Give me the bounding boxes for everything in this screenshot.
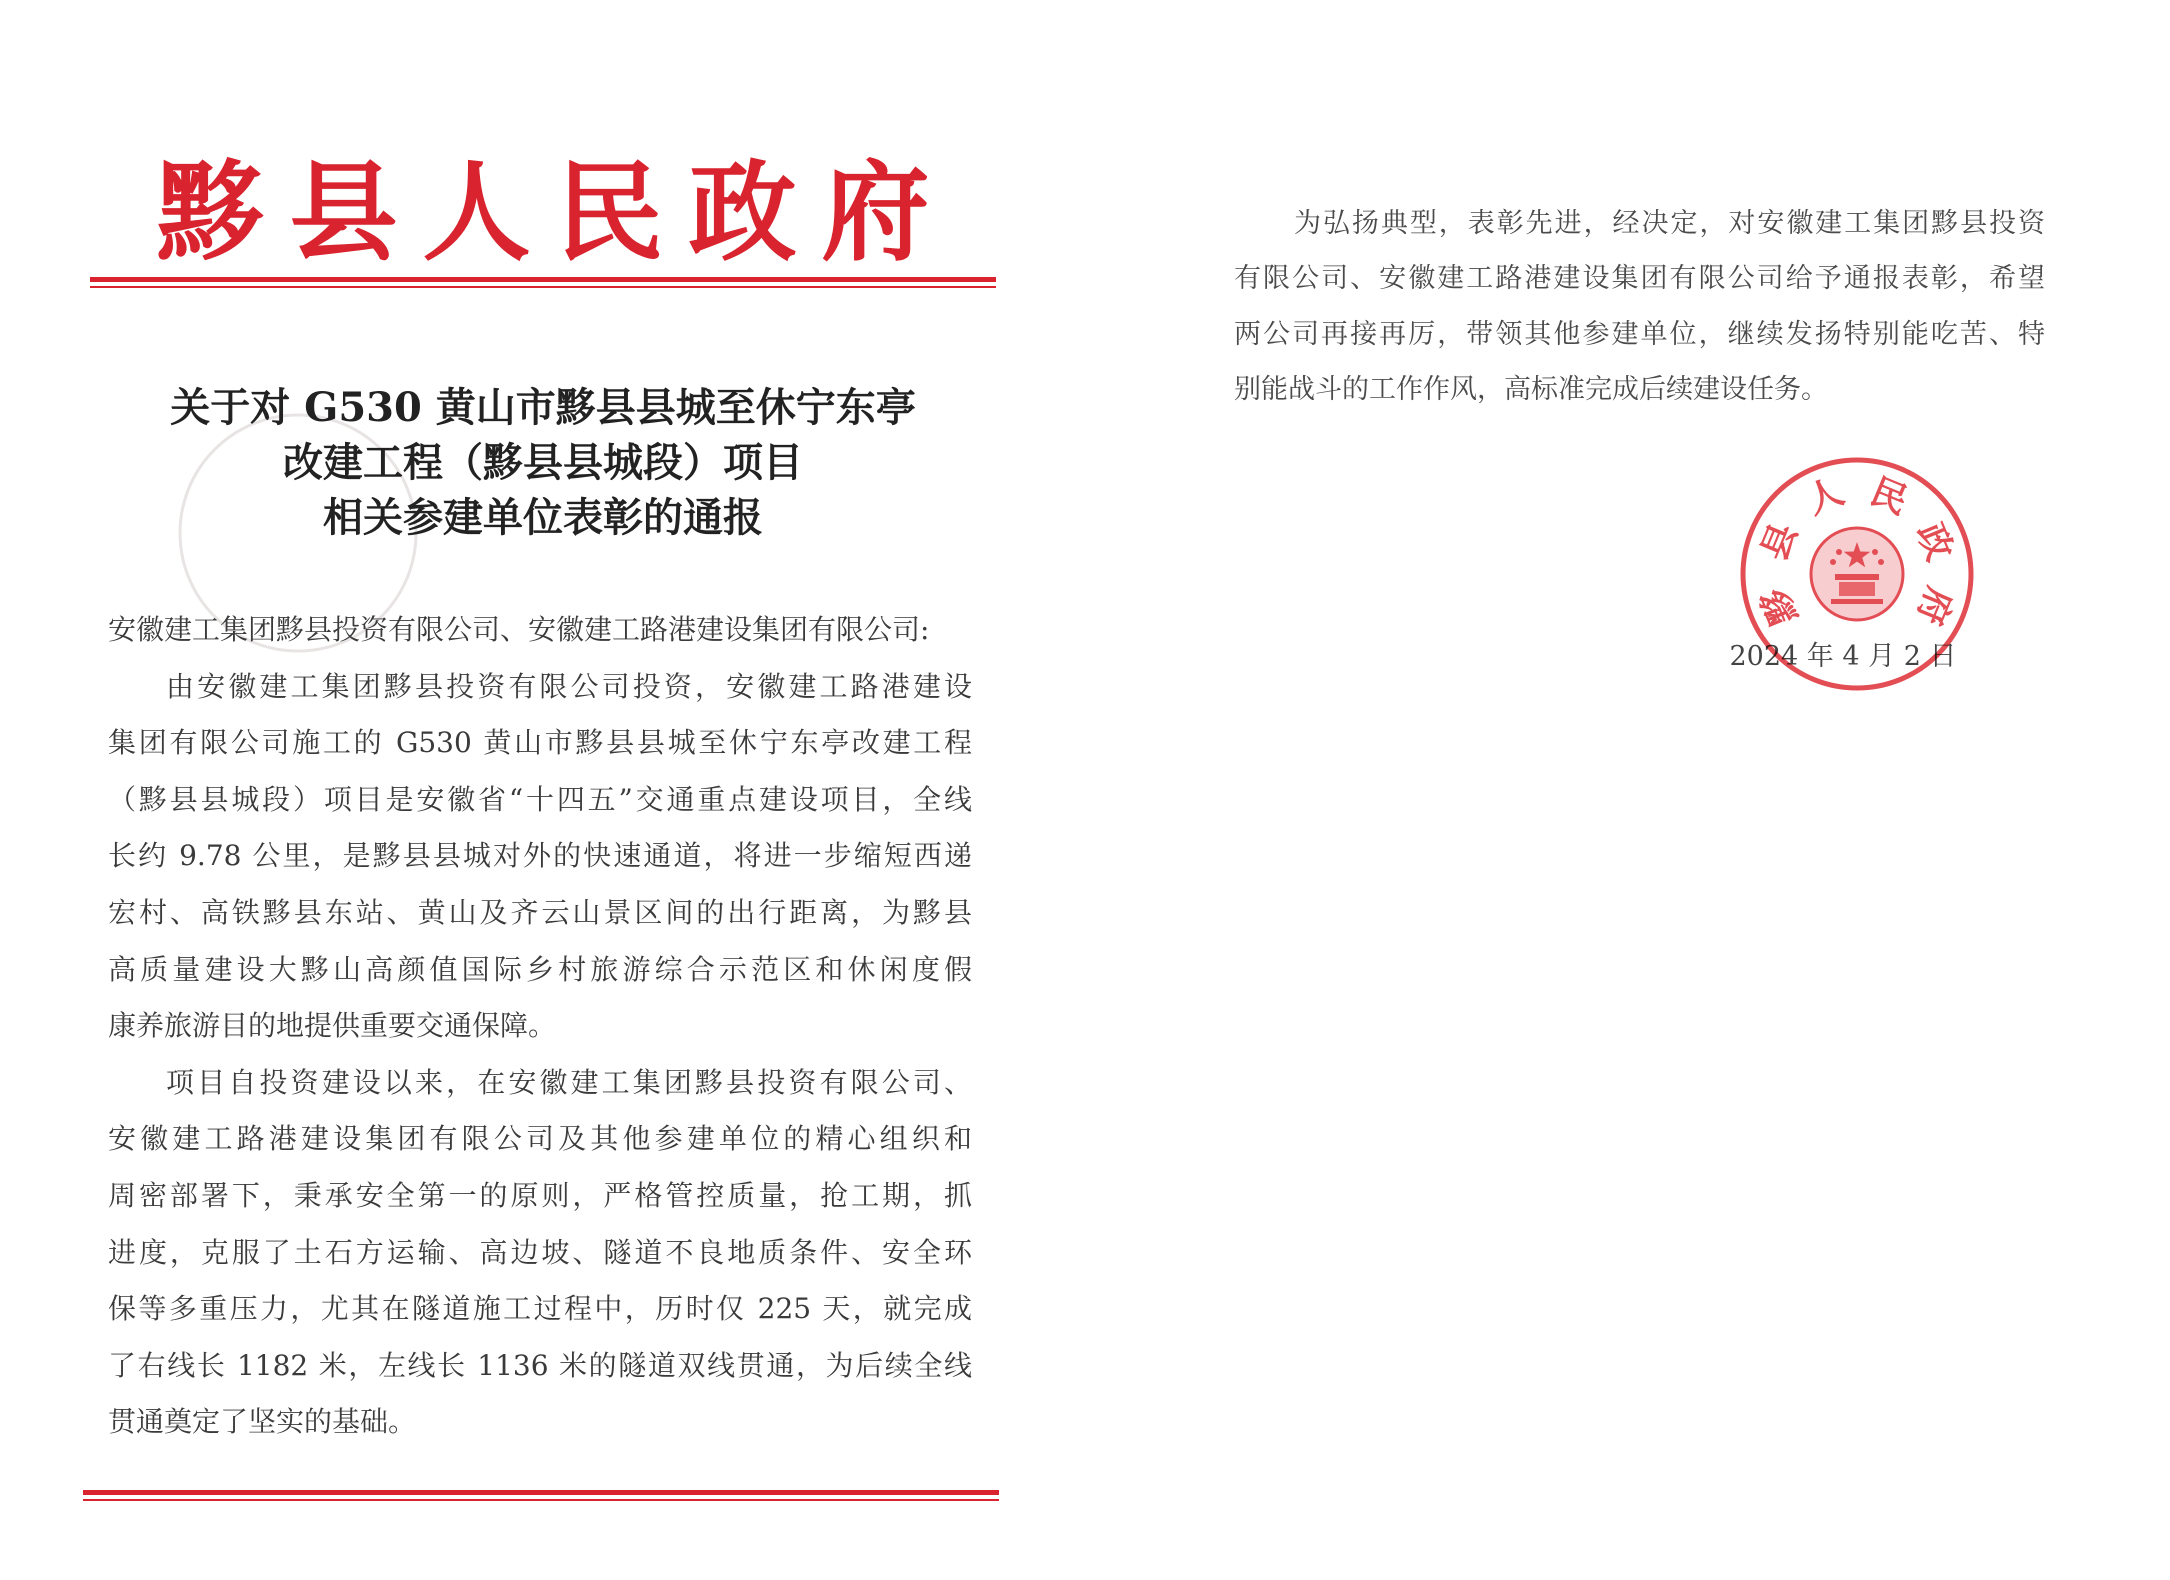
header-red-rule-thick <box>90 277 996 282</box>
seal-char: 县 <box>1753 517 1806 567</box>
body-line: 周密部署下，秉承安全第一的原则，严格管控质量，抢工期，抓 <box>108 1178 972 1212</box>
body-line: 两公司再接再厉，带领其他参建单位，继续发扬特别能吃苦、特 <box>1234 318 2045 350</box>
salutation: 安徽建工集团黟县投资有限公司、安徽建工路港建设集团有限公司: <box>108 613 930 646</box>
paragraph <box>108 1055 972 1451</box>
header-red-rule-thin <box>90 286 996 288</box>
document-body <box>108 602 972 1451</box>
official-seal <box>1727 444 1987 704</box>
body-line: 由安徽建工集团黟县投资有限公司投资，安徽建工路港建设 <box>166 669 972 703</box>
body-line: 安徽建工路港建设集团有限公司及其他参建单位的精心组织和 <box>108 1122 972 1156</box>
paragraph <box>108 659 972 1055</box>
body-line: 集团有限公司施工的 G530 黄山市黟县县城至休宁东亭改建工程 <box>108 726 972 760</box>
title-line: 相关参建单位表彰的通报 <box>323 494 763 541</box>
title-line: 关于对 G530 黄山市黟县县城至休宁东亭 <box>170 384 916 431</box>
national-emblem-icon <box>1811 528 1903 620</box>
footer-red-rule-thin <box>83 1499 999 1501</box>
body-line: 有限公司、安徽建工路港建设集团有限公司给予通报表彰，希望 <box>1234 263 2045 295</box>
seal-char: 人 <box>1800 470 1850 523</box>
seal-char: 黟 <box>1753 581 1806 631</box>
body-line: 别能战斗的工作作风，高标准完成后续建设任务。 <box>1234 374 1828 406</box>
issuing-authority-header: 黟县人民政府 <box>156 150 955 276</box>
seal-char: 政 <box>1908 517 1961 567</box>
body-line: 为弘扬典型，表彰先进，经决定，对安徽建工集团黟县投资 <box>1294 208 2045 239</box>
body-line: 高质量建设大黟山高颜值国际乡村旅游综合示范区和休闲度假 <box>108 952 972 986</box>
title-line: 改建工程（黟县县城段）项目 <box>283 439 803 486</box>
seal-char: 民 <box>1864 470 1914 523</box>
body-line: 进度，克服了土石方运输、高边坡、隧道不良地质条件、安全环 <box>108 1235 972 1269</box>
seal-char: 府 <box>1908 581 1961 631</box>
body-line: 宏村、高铁黟县东站、黄山及齐云山景区间的出行距离，为黟县 <box>108 895 972 929</box>
body-line: 项目自投资建设以来，在安徽建工集团黟县投资有限公司、 <box>166 1065 972 1099</box>
body-line: 长约 9.78 公里，是黟县县城对外的快速通道，将进一步缩短西递 <box>108 839 972 873</box>
footer-red-rule-thick <box>83 1490 999 1495</box>
body-line: 了右线长 1182 米，左线长 1136 米的隧道双线贯通，为后续全线 <box>108 1348 972 1382</box>
body-line: （黟县县城段）项目是安徽省“十四五”交通重点建设项目，全线 <box>108 782 972 816</box>
body-line: 保等多重压力，尤其在隧道施工过程中，历时仅 225 天，就完成 <box>108 1292 972 1326</box>
closing-paragraph <box>1234 196 2045 418</box>
issue-date: 2024 年 4 月 2 日 <box>1729 641 1957 672</box>
body-line: 康养旅游目的地提供重要交通保障。 <box>108 1009 557 1043</box>
body-line: 贯通奠定了坚实的基础。 <box>108 1405 417 1439</box>
document-title <box>90 380 996 545</box>
